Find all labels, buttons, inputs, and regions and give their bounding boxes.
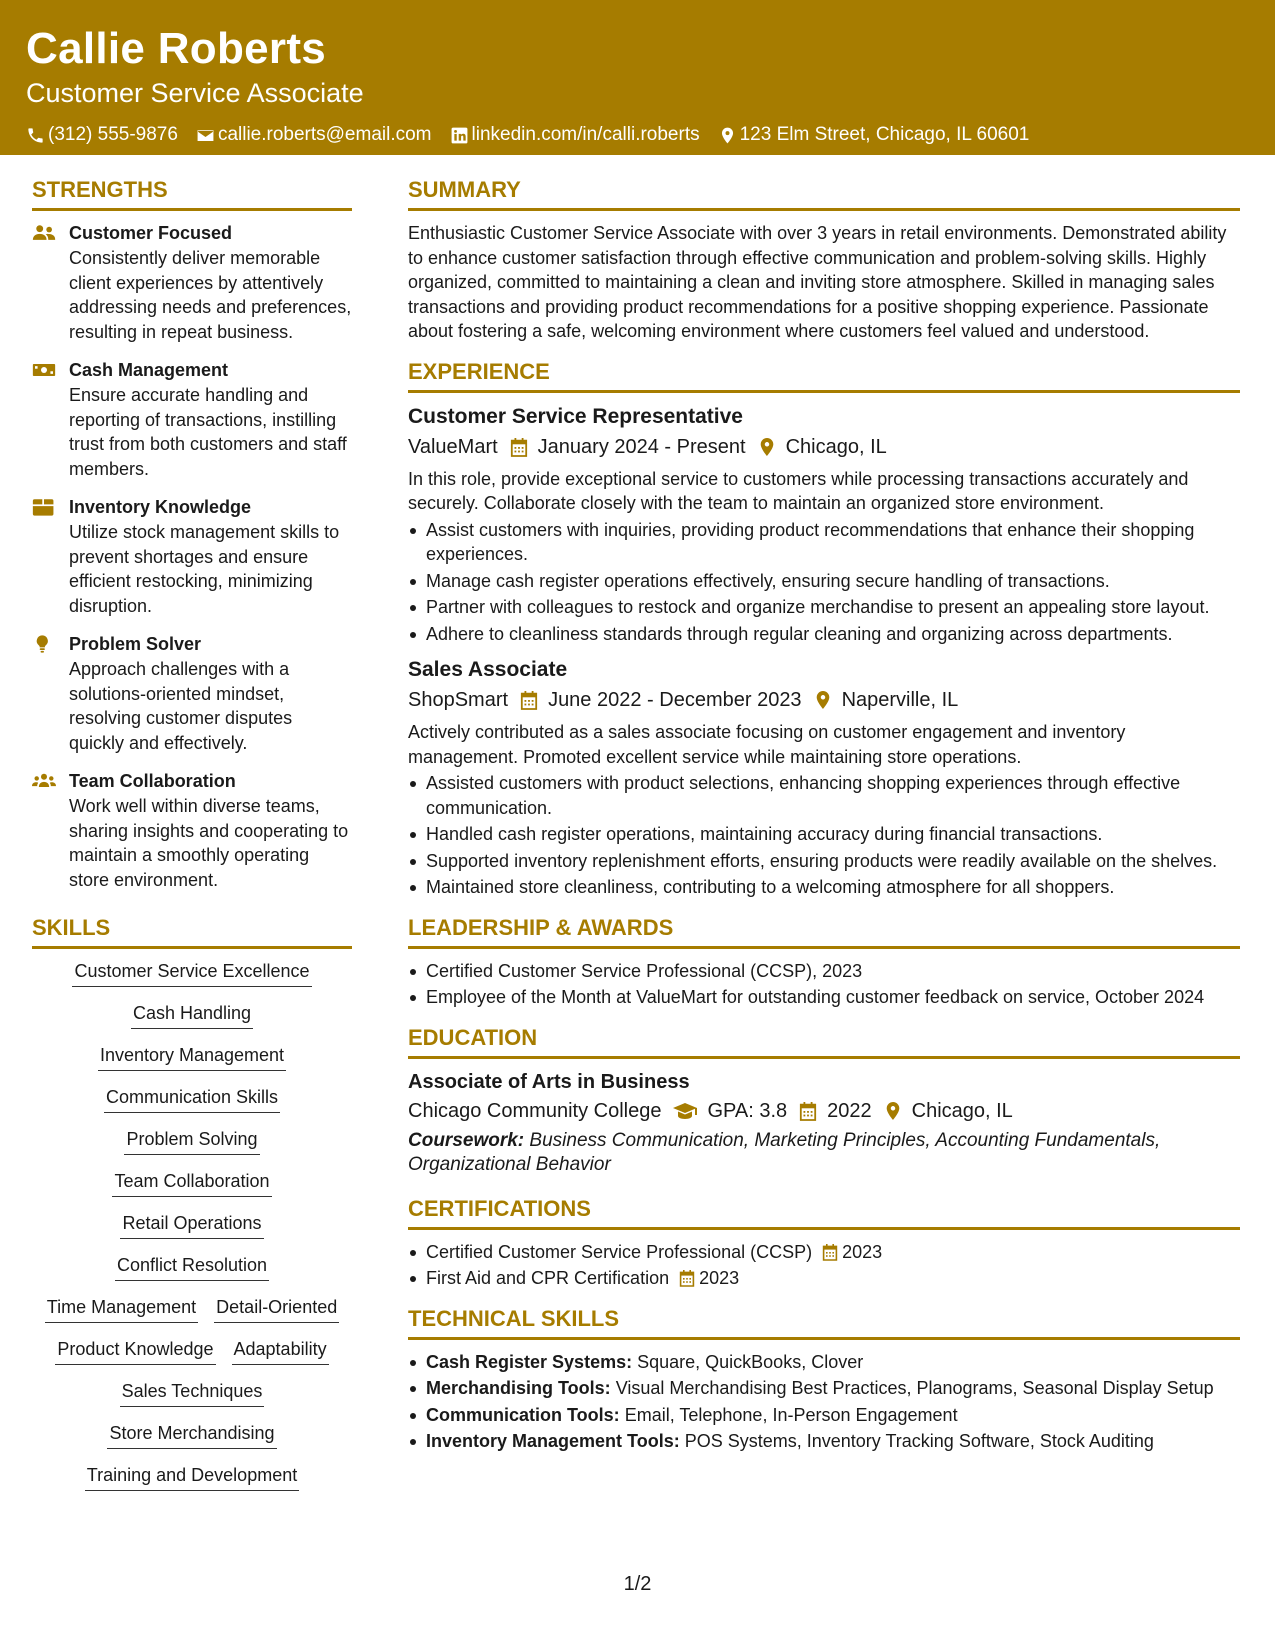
skill-tag: Product Knowledge (55, 1337, 215, 1365)
lightbulb-icon (32, 635, 56, 653)
graduation-cap-icon (673, 1101, 697, 1121)
map-marker-icon (884, 1101, 902, 1121)
candidate-role: Customer Service Associate (26, 78, 364, 108)
strength-desc: Work well within diverse teams, sharing insights and cooperating to maintain a smoothly operating store environment. (69, 796, 349, 890)
job-title: Customer Service Representative (408, 404, 743, 428)
calendar-icon (520, 690, 538, 710)
strength-item (32, 769, 352, 892)
calendar-icon (822, 1243, 838, 1261)
experience-heading: EXPERIENCE (408, 358, 1240, 393)
map-marker-icon (718, 126, 737, 145)
candidate-name: Callie Roberts (26, 24, 327, 73)
job-entry (408, 656, 1240, 900)
strength-title: Team Collaboration (69, 771, 236, 791)
education-meta (408, 1097, 1240, 1125)
phone-text[interactable]: (312) 555-9876 (48, 124, 178, 145)
job-meta (408, 686, 1240, 714)
job-bullet: Assist customers with inquiries, providing product recommendations that enhance their shopping experiences. (408, 518, 1240, 567)
technical-skill-value: Visual Merchandising Best Practices, Planograms, Seasonal Display Setup (615, 1378, 1214, 1398)
skill-row (32, 1295, 352, 1323)
technical-skill-value: Square, QuickBooks, Clover (637, 1351, 864, 1372)
strength-desc: Approach challenges with a solutions-oriented mindset, resolving customer disputes quickly and effectively. (69, 659, 293, 753)
job-entry (408, 403, 1240, 647)
skill-tag: Customer Service Excellence (72, 959, 311, 987)
job-company: ValueMart (408, 435, 498, 458)
strength-desc: Ensure accurate handling and reporting of transactions, instilling trust from both customers and staff members. (69, 385, 347, 479)
job-bullet: Supported inventory replenishment efforts, ensuring products were readily available on the shelves. (408, 849, 1240, 874)
skill-tag: Time Management (45, 1295, 198, 1323)
contact-linkedin (450, 123, 700, 147)
resume-header (0, 0, 1275, 155)
map-marker-icon (814, 690, 832, 710)
map-marker-icon (758, 437, 776, 457)
users-icon (32, 224, 56, 242)
technical-skill-value: POS Systems, Inventory Tracking Software, Stock Auditing (684, 1431, 1154, 1451)
skill-tag: Problem Solving (124, 1127, 259, 1155)
certifications-heading: CERTIFICATIONS (408, 1195, 1240, 1230)
skill-tag: Detail-Oriented (214, 1295, 339, 1323)
technical-skill-label: Inventory Management Tools: (426, 1431, 680, 1451)
job-bullet: Assisted customers with product selections, enhancing shopping experiences through effective communication. (408, 771, 1240, 820)
certification-year: 2023 (842, 1241, 883, 1262)
certification-year: 2023 (699, 1268, 740, 1288)
team-icon (32, 772, 56, 790)
strength-title: Cash Management (69, 360, 229, 380)
contact-bar (26, 123, 1275, 147)
school-name: Chicago Community College (408, 1099, 662, 1122)
skill-tag: Inventory Management (98, 1043, 286, 1071)
award-item: Employee of the Month at ValueMart for outstanding customer feedback on service, October 2024 (408, 985, 1240, 1010)
skill-tag: Retail Operations (120, 1211, 263, 1239)
skill-tag: Store Merchandising (107, 1421, 276, 1449)
strength-desc: Consistently deliver memorable client experiences by attentively addressing needs and preferences, resulting in repeat business. (69, 248, 352, 342)
skill-row (32, 1463, 352, 1491)
skill-tag: Conflict Resolution (115, 1253, 269, 1281)
left-column (32, 176, 352, 1505)
skill-row (32, 1085, 352, 1113)
job-title: Sales Associate (408, 658, 568, 681)
contact-email (196, 123, 432, 147)
skill-row (32, 1337, 352, 1365)
skill-row (32, 1043, 352, 1071)
technical-skill-item (408, 1350, 1240, 1375)
job-bullet: Maintained store cleanliness, contributing to a welcoming atmosphere for all shoppers. (408, 875, 1240, 900)
skill-row (32, 1379, 352, 1407)
job-description: In this role, provide exceptional service to customers while processing transactions accurately and securely. Collaborate closely with the team to maintain an organized store environment. (408, 468, 1189, 513)
strength-item (32, 221, 352, 344)
linkedin-icon (450, 126, 469, 145)
technical-skills-list (408, 1350, 1240, 1454)
certification-name: Certified Customer Service Professional (CCSP) (426, 1241, 813, 1262)
skills-heading: SKILLS (32, 914, 352, 949)
right-column (408, 176, 1240, 1454)
job-location: Naperville, IL (841, 689, 959, 711)
strength-item (32, 495, 352, 618)
strength-desc: Utilize stock management skills to prevent shortages and ensure efficient restocking, minimizing disruption. (69, 522, 340, 616)
technical-skill-label: Communication Tools: (426, 1404, 620, 1425)
education-heading: EDUCATION (408, 1024, 1240, 1059)
certification-item (408, 1240, 1240, 1265)
linkedin-link[interactable]: linkedin.com/in/calli.roberts (471, 124, 700, 145)
job-bullet: Manage cash register operations effectively, ensuring secure handling of transactions. (408, 569, 1240, 594)
skill-row (32, 1253, 352, 1281)
strength-item (32, 358, 352, 481)
page-number: 1/2 (623, 1573, 652, 1595)
degree-title: Associate of Arts in Business (408, 1070, 690, 1093)
technical-skill-label: Cash Register Systems: (426, 1351, 633, 1372)
contact-address (718, 123, 1030, 147)
technical-skill-item (408, 1376, 1240, 1401)
coursework-label: Coursework: (408, 1129, 525, 1151)
skill-tag: Communication Skills (104, 1085, 280, 1113)
calendar-icon (799, 1101, 817, 1121)
certification-name: First Aid and CPR Certification (426, 1268, 670, 1288)
contact-phone (26, 123, 178, 147)
graduation-year: 2022 (827, 1099, 872, 1122)
job-company: ShopSmart (408, 689, 509, 711)
coursework (408, 1129, 1240, 1177)
address-text: 123 Elm Street, Chicago, IL 60601 (739, 124, 1030, 145)
job-location: Chicago, IL (785, 435, 887, 458)
skill-row (32, 1001, 352, 1029)
strength-item (32, 632, 352, 755)
strength-title: Customer Focused (69, 223, 233, 243)
job-dates: January 2024 - Present (537, 435, 746, 458)
awards-list (408, 959, 1240, 1010)
skill-row (32, 1127, 352, 1155)
job-bullet: Handled cash register operations, maintaining accuracy during financial transactions. (408, 822, 1240, 847)
job-description: Actively contributed as a sales associate focusing on customer engagement and inventory management. Promoted excellent service while maintaining store operations. (408, 722, 1126, 767)
job-bullet: Adhere to cleanliness standards through regular cleaning and organizing across departments. (408, 622, 1240, 647)
strength-title: Inventory Knowledge (69, 497, 252, 517)
strength-title: Problem Solver (69, 634, 202, 654)
skill-tag: Training and Development (85, 1463, 299, 1491)
job-bullets (408, 518, 1240, 647)
skills-list (32, 959, 352, 1491)
technical-skill-item (408, 1429, 1240, 1454)
gpa-text: GPA: 3.8 (707, 1099, 788, 1122)
email-link[interactable]: callie.roberts@email.com (217, 124, 432, 145)
job-bullets (408, 771, 1240, 900)
school-location: Chicago, IL (911, 1099, 1013, 1122)
calendar-icon (679, 1269, 695, 1287)
skill-tag: Adaptability (232, 1337, 329, 1365)
job-dates: June 2022 - December 2023 (548, 689, 802, 711)
coursework-text: Business Communication, Marketing Principles, Accounting Fundamentals, Organizational Behavior (408, 1129, 1161, 1175)
skill-row (32, 959, 352, 987)
skill-row (32, 1169, 352, 1197)
certifications-list (408, 1240, 1240, 1291)
summary-text: Enthusiastic Customer Service Associate with over 3 years in retail environments. Demonstrated ability to enhance customer satisfaction through effective communication and problem-solving skills. Highly organized, committed to maintaining a clean and inviting store atmosphere. Skilled in managing sales transactions and providing product recommendations for a positive shopping experience. Passionate about fostering a safe, welcoming environment where customers feel valued and understood. (408, 223, 1227, 341)
technical-skills-heading: TECHNICAL SKILLS (408, 1305, 1240, 1340)
certification-item (408, 1266, 1240, 1291)
awards-heading: LEADERSHIP & AWARDS (408, 914, 1240, 949)
job-bullet: Partner with colleagues to restock and organize merchandise to present an appealing store layout. (408, 595, 1240, 620)
envelope-icon (196, 126, 215, 145)
technical-skill-item (408, 1403, 1240, 1428)
phone-icon (26, 126, 45, 145)
calendar-icon (510, 437, 528, 457)
strengths-heading: STRENGTHS (32, 176, 352, 211)
skill-tag: Sales Techniques (120, 1379, 265, 1407)
box-icon (32, 498, 56, 516)
job-meta (408, 433, 1240, 461)
summary-heading: SUMMARY (408, 176, 1240, 211)
award-item: Certified Customer Service Professional (CCSP), 2023 (408, 959, 1240, 984)
technical-skill-value: Email, Telephone, In-Person Engagement (624, 1404, 958, 1425)
skill-tag: Team Collaboration (112, 1169, 271, 1197)
money-bill-icon (32, 361, 56, 379)
skill-row (32, 1211, 352, 1239)
skill-tag: Cash Handling (131, 1001, 253, 1029)
skill-row (32, 1421, 352, 1449)
technical-skill-label: Merchandising Tools: (426, 1378, 611, 1398)
